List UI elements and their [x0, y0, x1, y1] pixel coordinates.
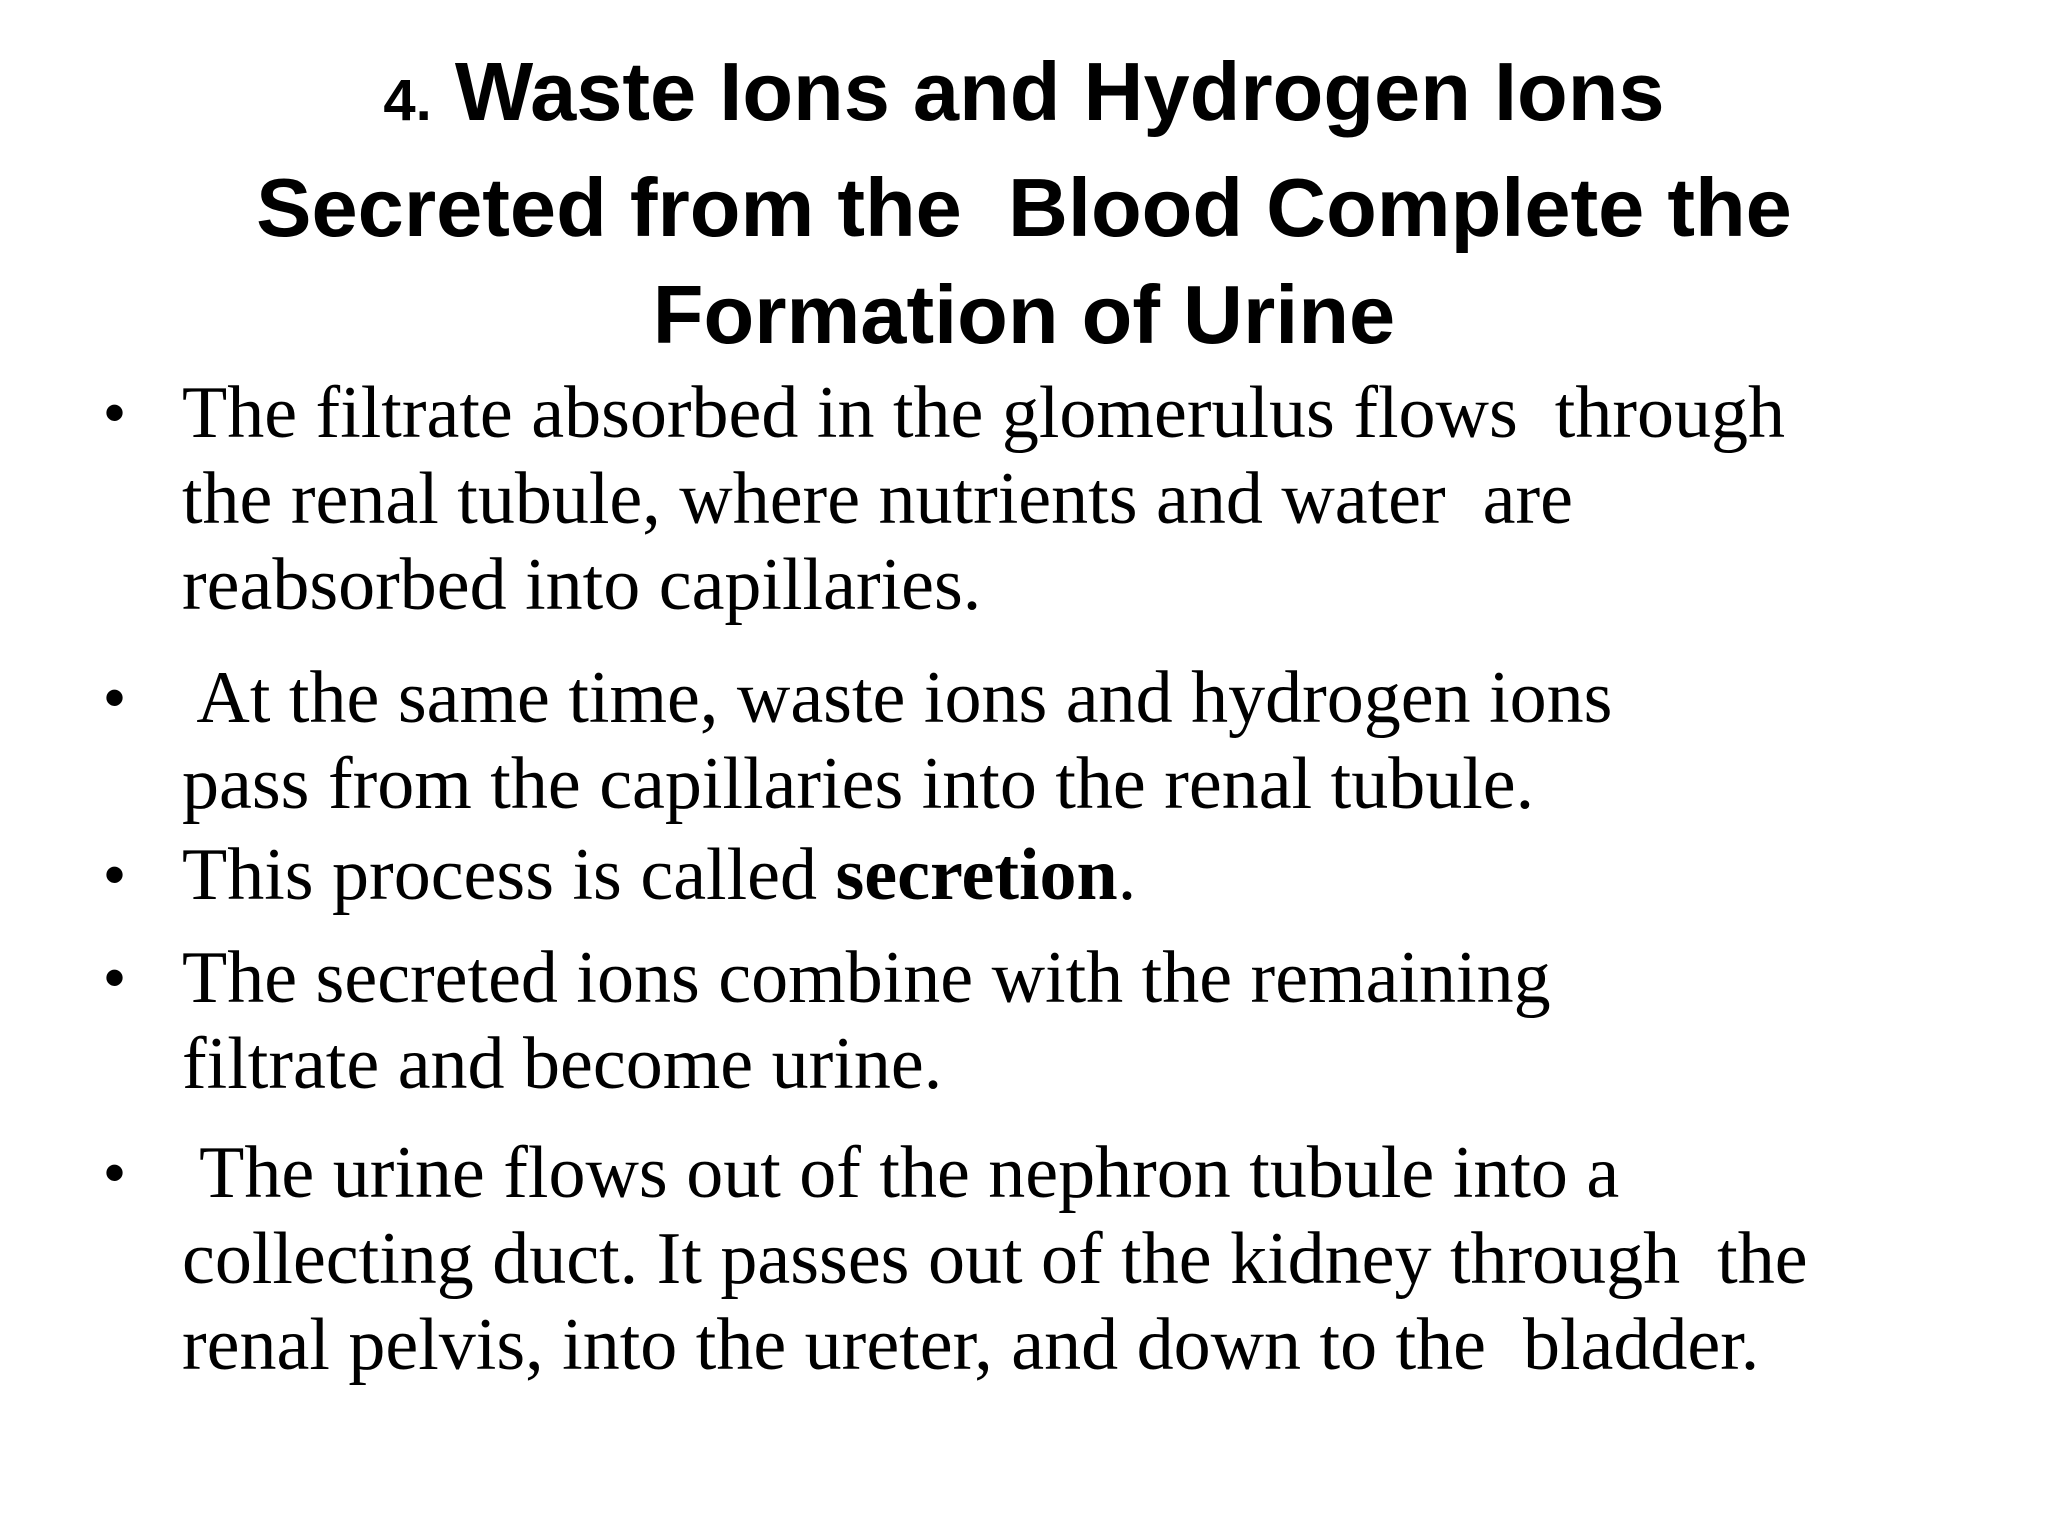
bullet-text: [182, 370, 1902, 628]
bullet-line: [182, 832, 1902, 918]
title-line-2: Secreted from the Blood Complete the: [256, 161, 1792, 254]
bullet-prefix: This process is called: [182, 834, 836, 916]
secretion-term: secretion: [835, 834, 1118, 916]
bullet-line: The urine flows out of the nephron tubule into a: [182, 1132, 1620, 1214]
title-line-1-text: Waste Ions and Hydrogen Ions: [454, 45, 1665, 138]
bullet-marker: •: [104, 379, 126, 446]
bullet-line: At the same time, waste ions and hydrogen ions: [182, 657, 1613, 739]
bullet-line: filtrate and become urine.: [182, 1023, 943, 1105]
bullet-line: The filtrate absorbed in the glomerulus flows through: [182, 372, 1785, 454]
bullet-line: pass from the capillaries into the renal tubule.: [182, 743, 1535, 825]
bullet-marker: •: [104, 841, 126, 908]
title-number: 4.: [383, 68, 432, 133]
bullet-marker: •: [104, 944, 126, 1011]
bullet-text: [182, 832, 1902, 918]
bullet-line: reabsorbed into capillaries.: [182, 544, 982, 626]
bullet-text: [182, 1130, 1902, 1388]
bullet-line: renal pelvis, into the ureter, and down to the bladder.: [182, 1304, 1760, 1386]
title-line-1: [383, 45, 1664, 138]
bullet-suffix: .: [1117, 834, 1137, 916]
slide-title: [0, 38, 2048, 368]
bullet-text: [182, 935, 1902, 1107]
bullet-line: collecting duct. It passes out of the kidney through the: [182, 1218, 1808, 1300]
title-line-3: Formation of Urine: [652, 268, 1396, 361]
bullet-text: [182, 655, 1902, 827]
bullet-marker: •: [104, 664, 126, 731]
bullet-line: The secreted ions combine with the remaining: [182, 937, 1551, 1019]
bullet-marker: •: [104, 1139, 126, 1206]
bullet-line: the renal tubule, where nutrients and water are: [182, 458, 1574, 540]
